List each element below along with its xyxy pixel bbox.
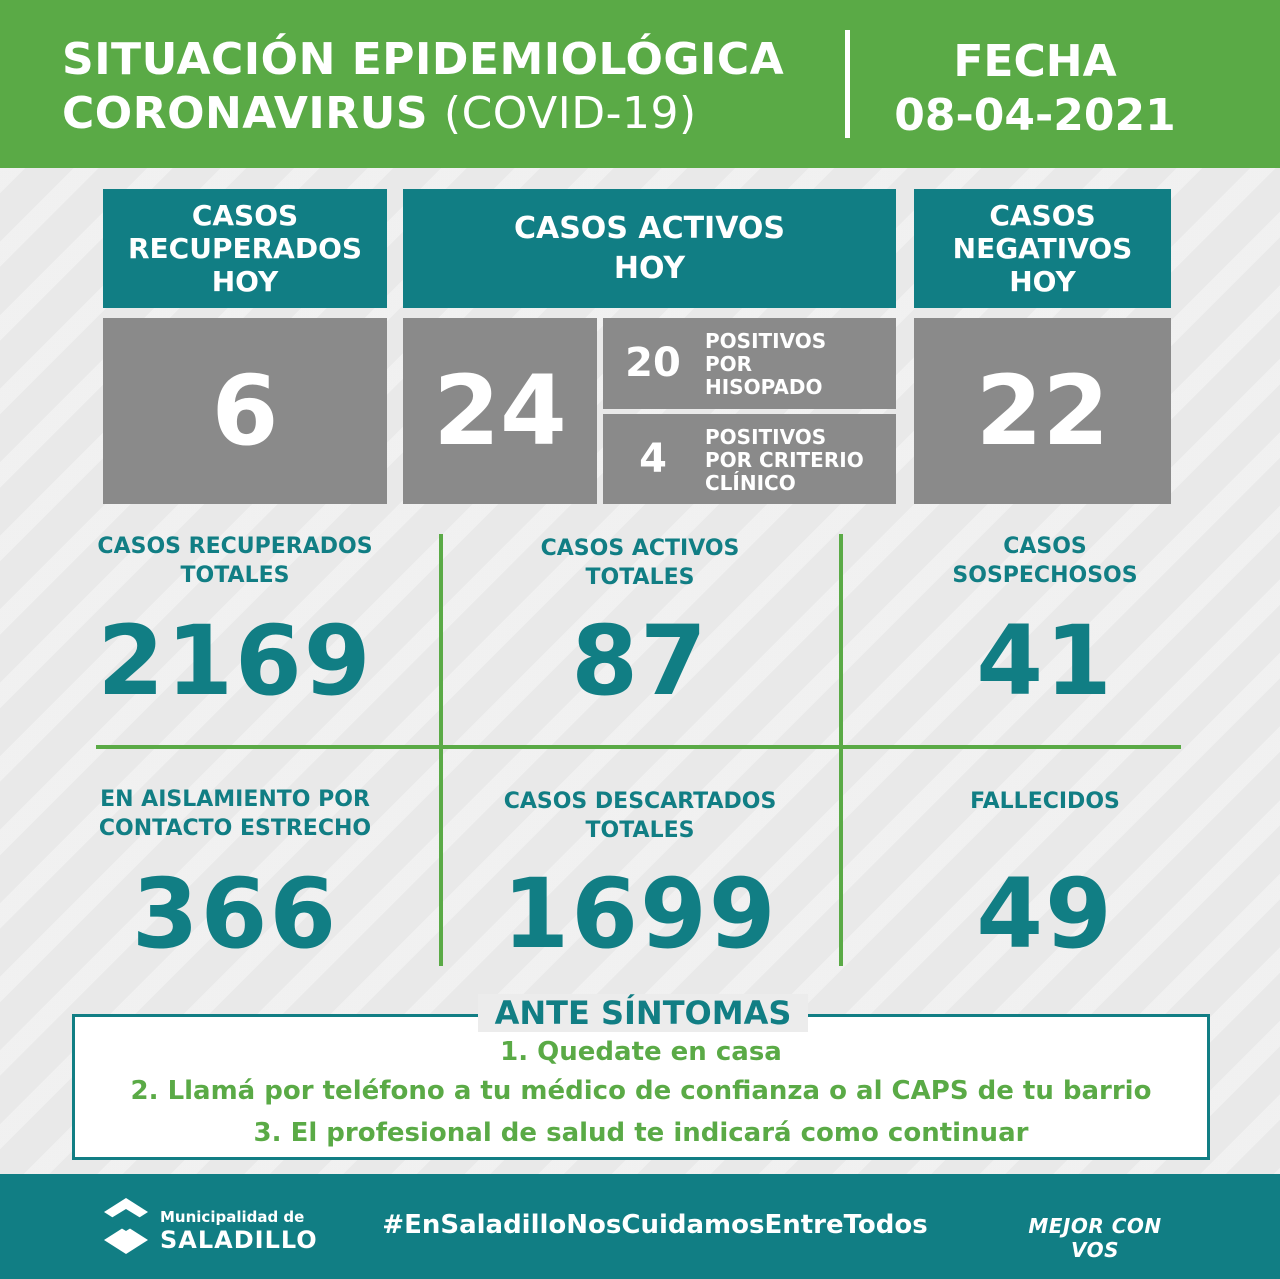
- suspected-value: 41: [976, 605, 1114, 717]
- active-swab-label-2: POR: [705, 352, 753, 376]
- active-today-header: [403, 189, 896, 308]
- active-swab-box: [603, 318, 896, 409]
- active-today-value: 24: [433, 355, 567, 467]
- recovered-total-label-1: CASOS RECUPERADOS: [97, 534, 373, 559]
- discarded-label-1: CASOS DESCARTADOS: [503, 789, 777, 814]
- active-clinical-box: [603, 414, 896, 504]
- header-divider: [845, 30, 850, 138]
- active-swab-label: [705, 330, 826, 399]
- deceased-value: 49: [976, 858, 1114, 970]
- logo-saladillo-text: SALADILLO: [160, 1226, 318, 1254]
- negative-today-label-2: NEGATIVOS: [952, 232, 1133, 265]
- negative-today-label-1: CASOS: [989, 199, 1096, 232]
- deceased-label: [880, 787, 1210, 816]
- title-line-2: [62, 88, 697, 139]
- recovered-today-label-1: CASOS: [191, 199, 299, 232]
- suspected-label: [880, 532, 1210, 590]
- active-clinical-label-2: POR CRITERIO: [705, 448, 864, 472]
- negative-today-label-3: HOY: [1009, 265, 1076, 298]
- recovered-total-label: [70, 532, 400, 590]
- active-clinical-value: 4: [639, 436, 667, 482]
- symptoms-step-3: 3. El profesional de salud te indicará como continuar: [253, 1118, 1029, 1148]
- suspected-label-2: SOSPECHOSOS: [952, 563, 1138, 588]
- title-line-1: SITUACIÓN EPIDEMIOLÓGICA: [62, 34, 785, 85]
- footer-slogan: MEJOR CON VOS: [1028, 1214, 1162, 1262]
- grid-line-horizontal: [96, 745, 1181, 749]
- recovered-today-box: [103, 318, 387, 504]
- active-clinical-label-3: CLÍNICO: [705, 471, 796, 495]
- footer-hashtag: #EnSaladilloNosCuidamosEntreTodos: [382, 1210, 928, 1240]
- discarded-label: [470, 787, 810, 845]
- active-today-label-1: CASOS ACTIVOS: [513, 210, 786, 246]
- header-banner: [0, 0, 1280, 168]
- symptoms-title: ANTE SÍNTOMAS: [478, 994, 808, 1032]
- active-total-label: [470, 534, 810, 592]
- isolation-label-1: EN AISLAMIENTO POR: [100, 787, 370, 812]
- suspected-label-1: CASOS: [1003, 534, 1087, 559]
- active-clinical-label-1: POSITIVOS: [705, 425, 827, 449]
- active-clinical-label: [705, 426, 864, 495]
- active-today-label-2: HOY: [613, 250, 686, 286]
- saladillo-logo-icon: [104, 1198, 148, 1254]
- negative-today-header: [914, 189, 1171, 308]
- recovered-today-header: [103, 189, 387, 308]
- active-today-box: [403, 318, 597, 504]
- recovered-today-value: 6: [211, 355, 279, 467]
- isolation-label: [70, 785, 400, 843]
- title-coronavirus: CORONAVIRUS: [62, 88, 429, 139]
- footer-banner: [0, 1174, 1280, 1279]
- negative-today-box: [914, 318, 1171, 504]
- symptoms-step-1: 1. Quedate en casa: [500, 1037, 782, 1067]
- deceased-label-1: FALLECIDOS: [970, 789, 1120, 814]
- active-total-label-1: CASOS ACTIVOS: [540, 536, 740, 561]
- active-total-value: 87: [571, 605, 709, 717]
- active-swab-value: 20: [625, 340, 681, 386]
- grid-line-vertical-1: [439, 534, 443, 966]
- isolation-label-2: CONTACTO ESTRECHO: [98, 816, 372, 841]
- recovered-total-label-2: TOTALES: [180, 563, 290, 588]
- symptoms-step-2: 2. Llamá por teléfono a tu médico de confianza o al CAPS de tu barrio: [130, 1076, 1152, 1106]
- date-label: FECHA: [953, 36, 1117, 87]
- recovered-today-label-3: HOY: [211, 265, 279, 298]
- date-value: 08-04-2021: [894, 90, 1176, 141]
- discarded-value: 1699: [502, 858, 778, 970]
- grid-line-vertical-2: [839, 534, 843, 966]
- title-covid: (COVID-19): [443, 88, 697, 139]
- logo-municipalidad-text: Municipalidad de: [160, 1208, 305, 1226]
- recovered-today-label-2: RECUPERADOS: [127, 232, 363, 265]
- negative-today-value: 22: [975, 355, 1110, 467]
- active-total-label-2: TOTALES: [585, 565, 695, 590]
- isolation-value: 366: [131, 858, 339, 970]
- recovered-total-value: 2169: [97, 605, 373, 717]
- active-swab-label-1: POSITIVOS: [705, 329, 827, 353]
- discarded-label-2: TOTALES: [585, 818, 695, 843]
- active-swab-label-3: HISOPADO: [705, 375, 823, 399]
